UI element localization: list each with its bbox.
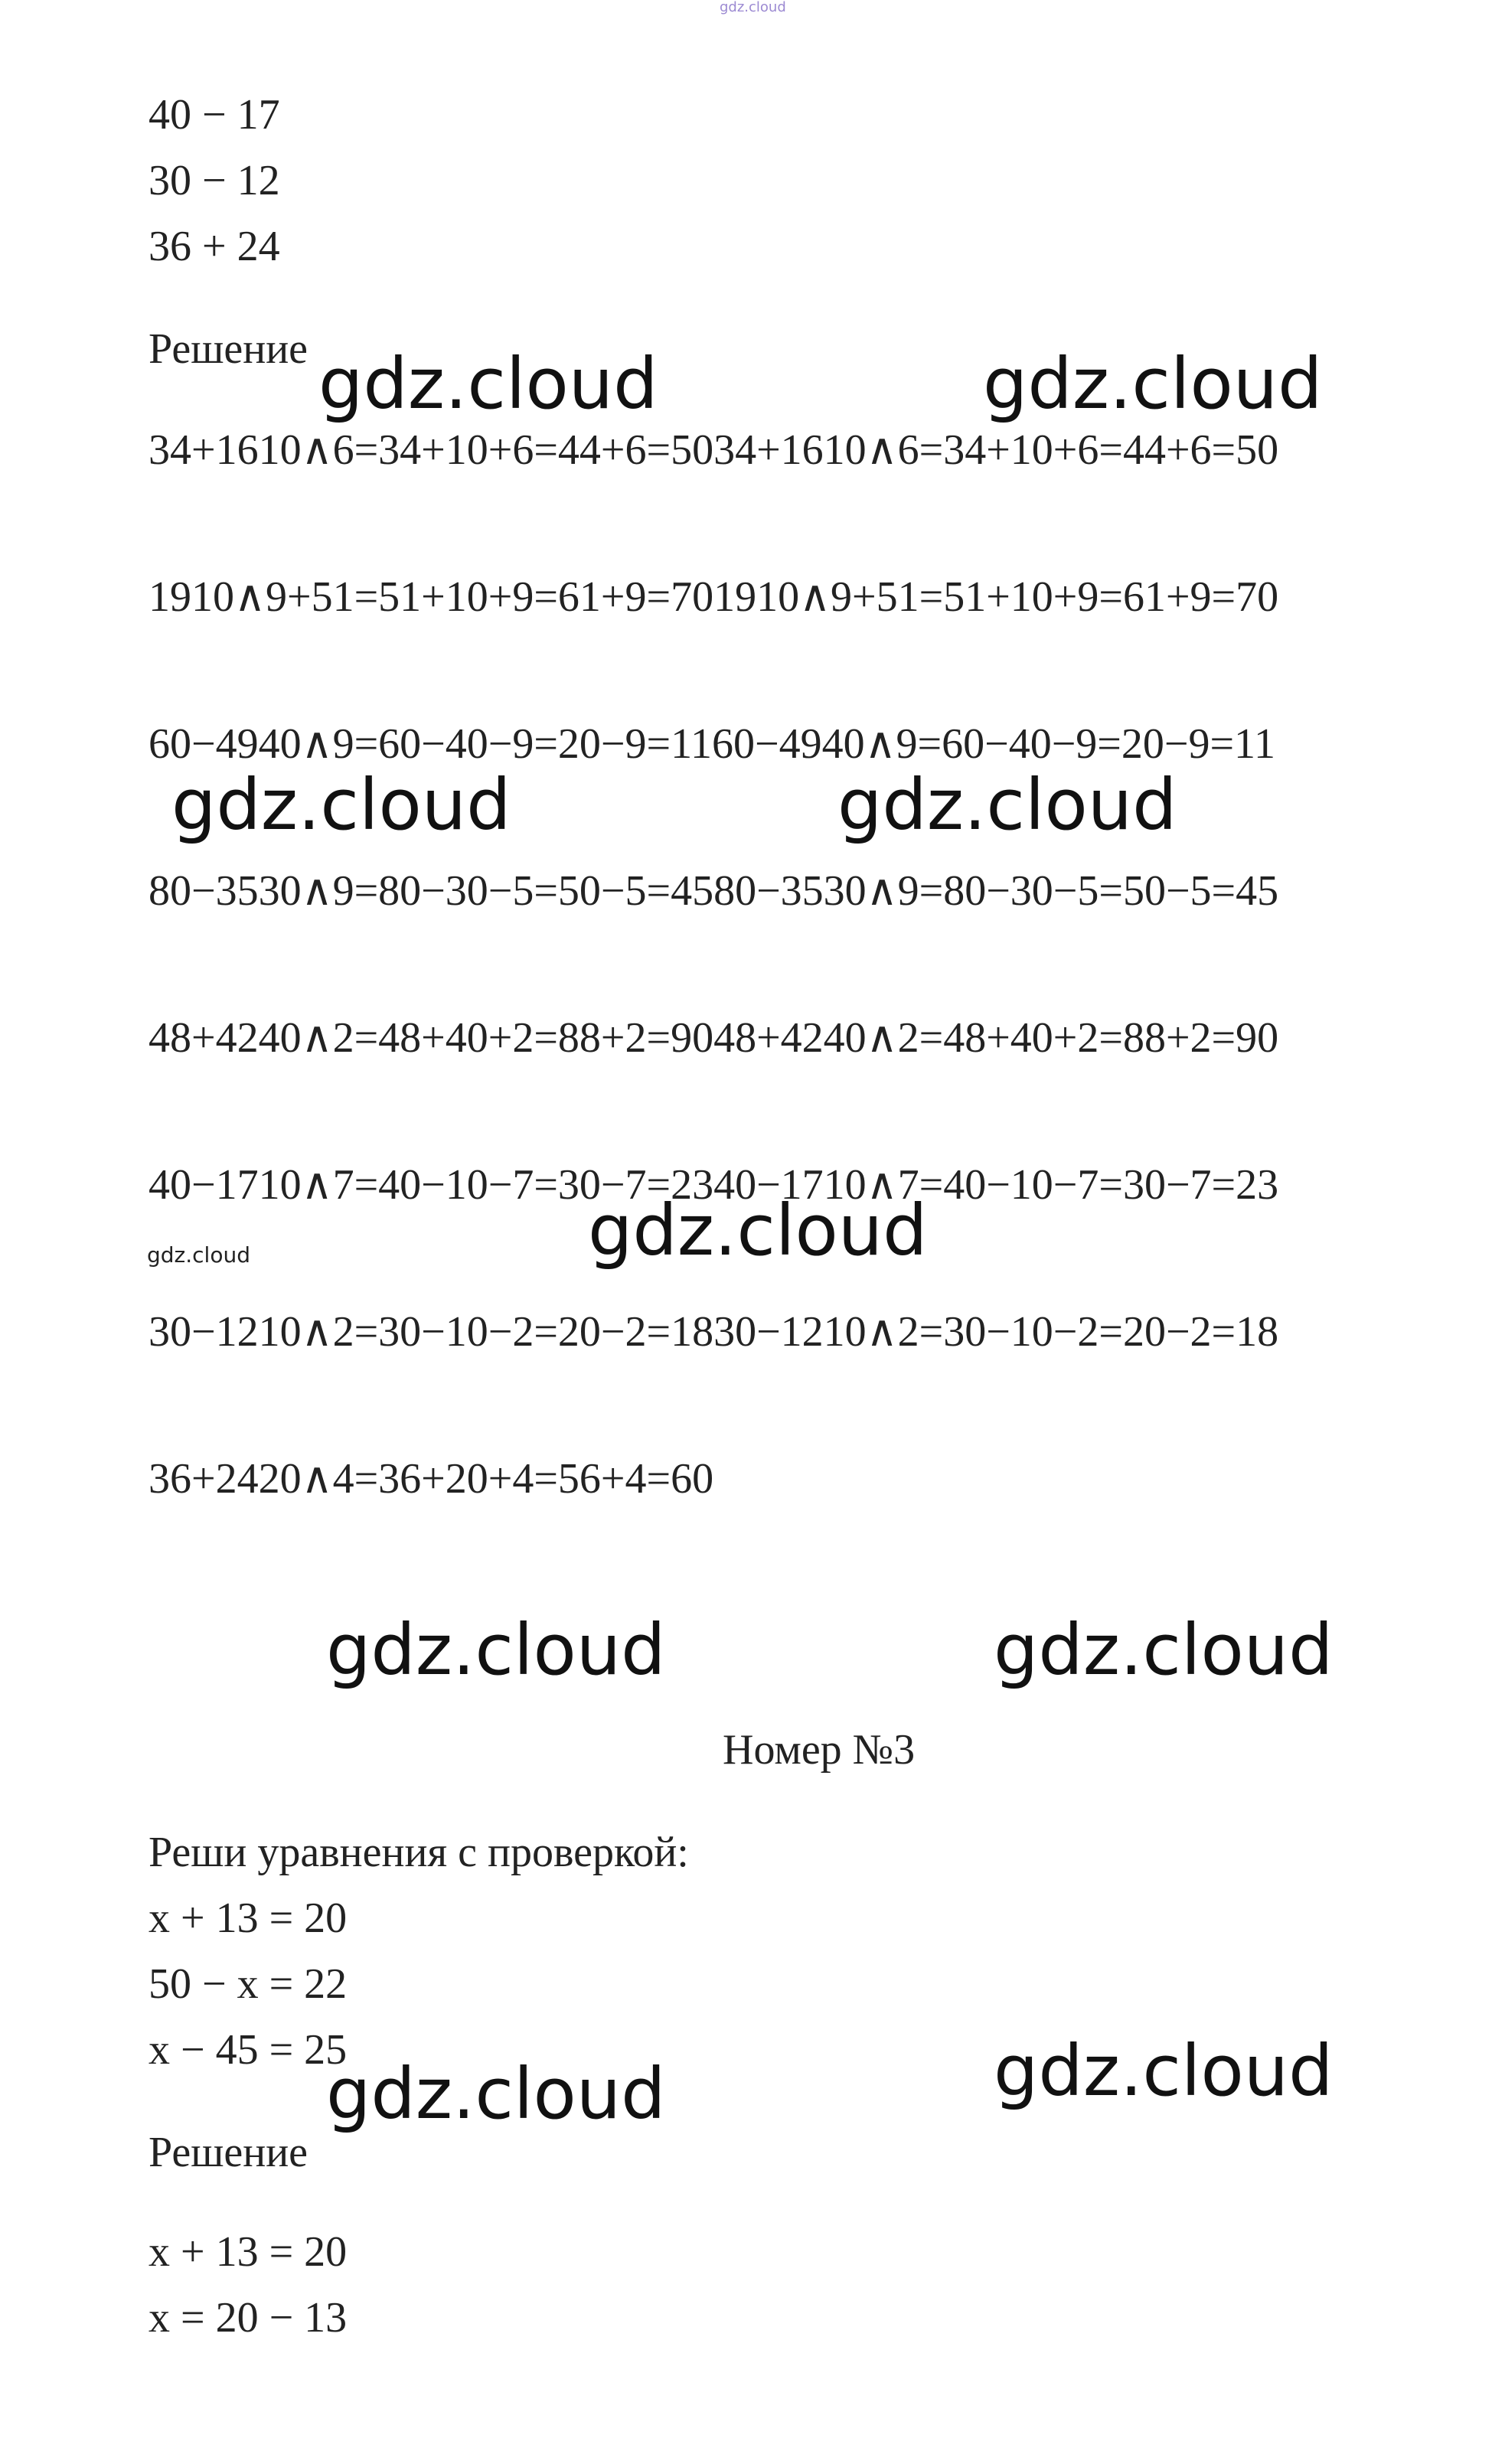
solution-line: 40−1710∧7=40−10−7=30−7=2340−1710∧7=40−10−7=30−7=23 <box>149 1161 1279 1209</box>
equation-solution-line: x = 20 − 13 <box>149 2294 348 2342</box>
watermark-small: gdz.cloud <box>147 1242 250 1268</box>
watermark: gdz.cloud <box>318 343 658 425</box>
watermark-top: gdz.cloud <box>720 0 786 15</box>
equation-solution-line: x + 13 = 20 <box>149 2228 348 2276</box>
watermark: gdz.cloud <box>588 1190 928 1271</box>
solution-line: 60−4940∧9=60−40−9=20−9=1160−4940∧9=60−40−9=20−9=11 <box>149 720 1275 768</box>
equation: 50 − x = 22 <box>149 1960 348 2008</box>
watermark: gdz.cloud <box>326 1609 666 1691</box>
solution-label: Решение <box>149 2129 309 2176</box>
watermark: gdz.cloud <box>837 764 1177 846</box>
solution-label: Решение <box>149 325 309 373</box>
solution-line: 1910∧9+51=51+10+9=61+9=701910∧9+51=51+10+9=61+9=70 <box>149 573 1279 621</box>
task-expression: 40 − 17 <box>149 91 280 139</box>
solution-line: 48+4240∧2=48+40+2=88+2=9048+4240∧2=48+40+2=88+2=90 <box>149 1014 1279 1062</box>
watermark: gdz.cloud <box>994 2030 1334 2112</box>
task-expression: 30 − 12 <box>149 157 280 204</box>
number-heading: Номер №3 <box>723 1726 916 1774</box>
solution-line: 36+2420∧4=36+20+4=56+4=60 <box>149 1455 714 1503</box>
watermark: gdz.cloud <box>983 343 1323 425</box>
watermark: gdz.cloud <box>994 1609 1334 1691</box>
watermark: gdz.cloud <box>171 764 511 846</box>
watermark: gdz.cloud <box>326 2053 666 2135</box>
solution-line: 34+1610∧6=34+10+6=44+6=5034+1610∧6=34+10+6=44+6=50 <box>149 426 1279 474</box>
solution-line: 30−1210∧2=30−10−2=20−2=1830−1210∧2=30−10−2=20−2=18 <box>149 1308 1279 1356</box>
equation: x + 13 = 20 <box>149 1895 348 1942</box>
equation: x − 45 = 25 <box>149 2026 348 2074</box>
task-expression: 36 + 24 <box>149 223 280 270</box>
task-prompt: Реши уравнения с проверкой: <box>149 1829 689 1876</box>
solution-line: 80−3530∧9=80−30−5=50−5=4580−3530∧9=80−30−5=50−5=45 <box>149 867 1279 915</box>
